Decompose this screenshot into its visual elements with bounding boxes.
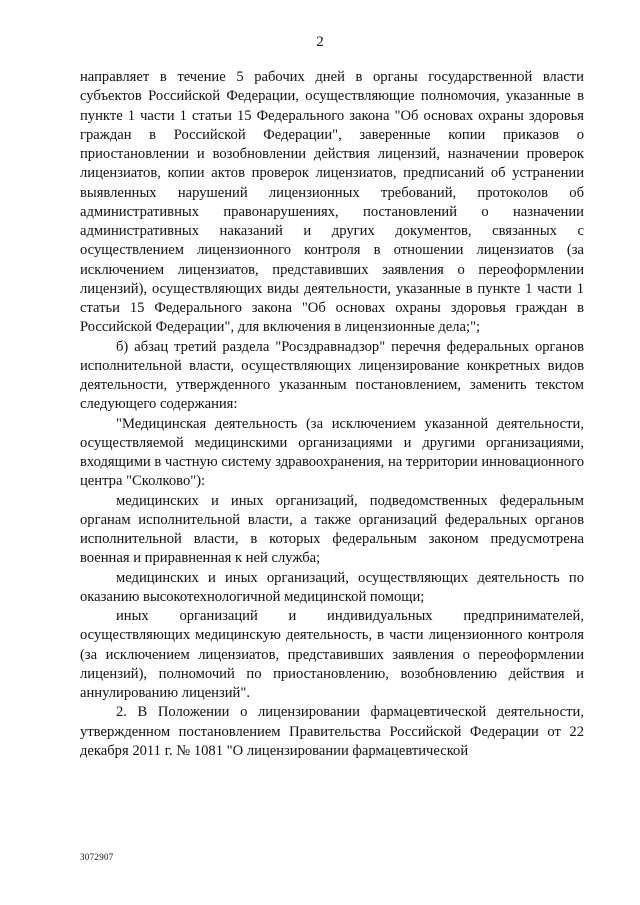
document-id: 3072907 [80,852,114,862]
paragraph-3: "Медицинская деятельность (за исключением указанной деятельности, осуществляемой медицинскими организациями и другими организациями, входящими в частную систему здравоохранения, на территории инновационного центра "Сколково"): [80,415,584,490]
paragraph-4: медицинских и иных организаций, подведомственных федеральным органам исполнительной власти, а также организаций федеральных органов исполнительной власти, в которых федеральным законом предусмотрена военная и приравненная к ней служба; [80,492,584,567]
paragraph-2: б) абзац третий раздела "Росздравнадзор" перечня федеральных органов исполнительной власти, осуществляющих лицензирование конкретных видов деятельности, утвержденного указанным постановлением, заменить текстом следующего содержания: [80,338,584,413]
paragraph-1: направляет в течение 5 рабочих дней в органы государственной власти субъектов Российской Федерации, осуществляющие полномочия, указанные в пункте 1 части 1 статьи 15 Федерального закона "Об основах охраны здоровья граждан в Российской Федерации", заверенные копии приказов о приостановлении и возобновлении действия лицензий, назначении проверок лицензиатов, копии актов проверок лицензиатов, предписаний об устранении выявленных нарушений лицензионных требований, протоколов об административных правонарушениях, постановлений о назначении административных наказаний и других документов, связанных с осуществлением лицензионного контроля в отношении лицензиатов (за исключением лицензиатов, представивших заявления о переоформлении лицензий), осуществляющих виды деятельности, указанные в пункте 1 части 1 статьи 15 Федерального закона "Об основах охраны здоровья граждан в Российской Федерации", для включения в лицензионные дела;"; [80,69,584,336]
paragraph-6: иных организаций и индивидуальных предпринимателей, осуществляющих медицинскую деятельность, в части лицензионного контроля (за исключением лицензиатов, представивших заявления о переоформлении лицензий), полномочий по приостановлению, возобновлению действия и аннулированию лицензий". [80,608,584,701]
page-number: 2 [316,34,324,50]
paragraph-5: медицинских и иных организаций, осуществляющих деятельность по оказанию высокотехнологичной медицинской помощи; [80,569,584,605]
paragraph-7: 2. В Положении о лицензировании фармацевтической деятельности, утвержденном постановлением Правительства Российской Федерации от 22 декабря 2011 г. № 1081 "О лицензировании фармацевтической [80,704,584,759]
document-body [80,68,584,761]
